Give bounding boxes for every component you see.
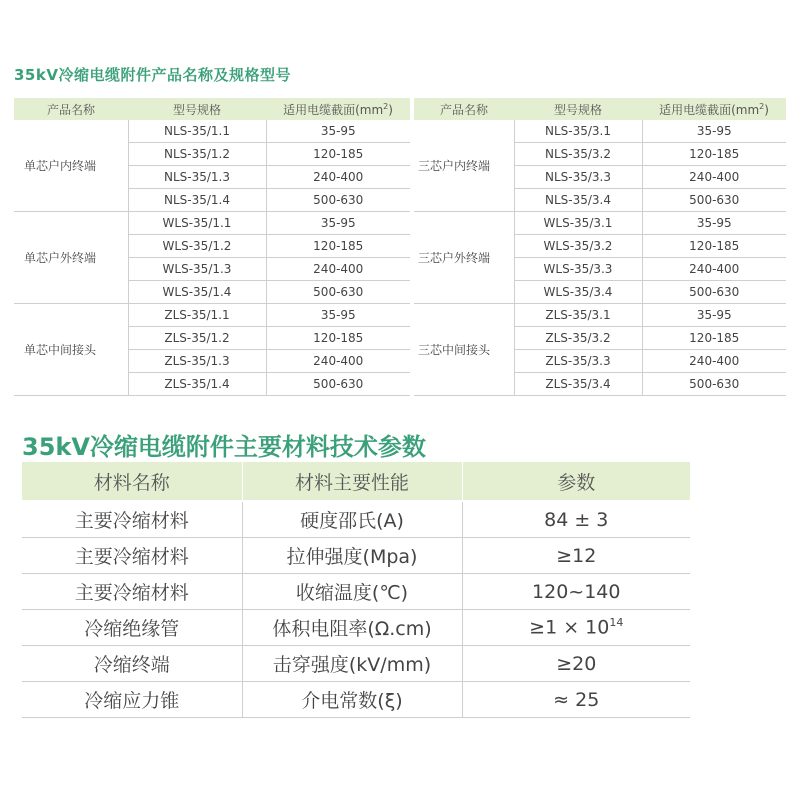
model-cell: NLS-35/1.3 — [128, 166, 266, 189]
header-model: 型号规格 — [128, 98, 266, 120]
materials-body — [22, 501, 690, 718]
section-range-cell: 240-400 — [642, 258, 786, 281]
section-range-cell: 35-95 — [266, 304, 410, 327]
model-cell: WLS-35/1.3 — [128, 258, 266, 281]
spec-row — [14, 304, 410, 327]
model-cell: NLS-35/1.2 — [128, 143, 266, 166]
section-range-cell: 240-400 — [266, 350, 410, 373]
material-name-cell: 冷缩绝缘管 — [22, 610, 242, 646]
parameter-value: ≥12 — [556, 544, 597, 567]
spec-table-single-core — [14, 98, 410, 396]
section-range-cell: 120-185 — [642, 235, 786, 258]
product-name-cell: 三芯户外终端 — [414, 212, 514, 304]
material-property-cell: 拉伸强度(Mpa) — [242, 538, 462, 574]
spec-row — [14, 120, 410, 143]
material-property-cell: 击穿强度(kV/mm) — [242, 646, 462, 682]
material-name-cell: 冷缩终端 — [22, 646, 242, 682]
section-range-cell: 120-185 — [266, 235, 410, 258]
model-cell: WLS-35/3.3 — [514, 258, 642, 281]
parameter-cell — [462, 574, 690, 610]
spec-table-three-core — [414, 98, 786, 396]
model-cell: NLS-35/3.4 — [514, 189, 642, 212]
spec-header-row — [414, 98, 786, 120]
model-cell: ZLS-35/3.4 — [514, 373, 642, 396]
section-range-cell: 35-95 — [266, 212, 410, 235]
model-cell: WLS-35/1.4 — [128, 281, 266, 304]
materials-table — [22, 462, 690, 718]
spec-header-row — [14, 98, 410, 120]
section-range-cell: 500-630 — [266, 281, 410, 304]
section-range-cell: 240-400 — [642, 350, 786, 373]
section-range-cell: 240-400 — [266, 166, 410, 189]
materials-table-title: 35kV冷缩电缆附件主要材料技术参数 — [22, 433, 426, 461]
model-cell: ZLS-35/1.2 — [128, 327, 266, 350]
header-product-name: 产品名称 — [414, 98, 514, 120]
parameter-value: 84 ± 3 — [544, 508, 609, 531]
materials-header-row — [22, 462, 690, 501]
header-material-property: 材料主要性能 — [242, 462, 462, 501]
spec-row — [414, 212, 786, 235]
section-range-cell: 35-95 — [642, 212, 786, 235]
model-cell: ZLS-35/1.3 — [128, 350, 266, 373]
materials-row — [22, 646, 690, 682]
materials-row — [22, 682, 690, 718]
materials-row — [22, 610, 690, 646]
model-cell: NLS-35/3.2 — [514, 143, 642, 166]
materials-row — [22, 574, 690, 610]
parameter-cell — [462, 610, 690, 646]
model-cell: ZLS-35/1.4 — [128, 373, 266, 396]
parameter-value: ≥20 — [556, 652, 597, 675]
header-material-name: 材料名称 — [22, 462, 242, 501]
header-section: 适用电缆截面$(mm^2)$ — [266, 98, 410, 120]
product-name-cell: 单芯户外终端 — [14, 212, 128, 304]
spec-body-left — [14, 120, 410, 396]
parameter-exponent: 14 — [609, 616, 624, 630]
model-cell: ZLS-35/3.1 — [514, 304, 642, 327]
parameter-cell — [462, 501, 690, 538]
section-range-cell: 120-185 — [642, 327, 786, 350]
product-name-cell: 单芯中间接头 — [14, 304, 128, 396]
materials-row — [22, 538, 690, 574]
section-range-cell: 500-630 — [266, 373, 410, 396]
material-name-cell: 主要冷缩材料 — [22, 501, 242, 538]
section-range-cell: 35-95 — [642, 304, 786, 327]
model-cell: WLS-35/3.1 — [514, 212, 642, 235]
spec-table-title: 35kV冷缩电缆附件产品名称及规格型号 — [14, 66, 291, 84]
model-cell: WLS-35/3.2 — [514, 235, 642, 258]
header-parameter: 参数 — [462, 462, 690, 501]
parameter-value: ≈ 25 — [553, 688, 600, 711]
model-cell: NLS-35/1.4 — [128, 189, 266, 212]
parameter-cell — [462, 682, 690, 718]
spec-row — [414, 304, 786, 327]
header-product-name: 产品名称 — [14, 98, 128, 120]
parameter-cell — [462, 646, 690, 682]
material-property-cell: 硬度邵氏(A) — [242, 501, 462, 538]
material-name-cell: 冷缩应力锥 — [22, 682, 242, 718]
parameter-cell — [462, 538, 690, 574]
spec-body-right — [414, 120, 786, 396]
parameter-value: 120~140 — [532, 580, 621, 603]
section-range-cell: 240-400 — [642, 166, 786, 189]
model-cell: NLS-35/3.1 — [514, 120, 642, 143]
spec-row — [14, 212, 410, 235]
model-cell: ZLS-35/1.1 — [128, 304, 266, 327]
model-cell: WLS-35/3.4 — [514, 281, 642, 304]
material-name-cell: 主要冷缩材料 — [22, 574, 242, 610]
materials-row — [22, 501, 690, 538]
material-property-cell: 收缩温度(℃) — [242, 574, 462, 610]
model-cell: WLS-35/1.2 — [128, 235, 266, 258]
product-name-cell: 三芯户内终端 — [414, 120, 514, 212]
material-name-cell: 主要冷缩材料 — [22, 538, 242, 574]
section-range-cell: 120-185 — [266, 143, 410, 166]
parameter-value: ≥1 × 10 — [529, 616, 610, 639]
model-cell: WLS-35/1.1 — [128, 212, 266, 235]
model-cell: ZLS-35/3.2 — [514, 327, 642, 350]
section-range-cell: 500-630 — [642, 189, 786, 212]
section-range-cell: 500-630 — [642, 373, 786, 396]
section-range-cell: 240-400 — [266, 258, 410, 281]
section-range-cell: 500-630 — [266, 189, 410, 212]
section-range-cell: 120-185 — [642, 143, 786, 166]
section-range-cell: 35-95 — [642, 120, 786, 143]
header-section: 适用电缆截面$(mm^2)$ — [642, 98, 786, 120]
material-property-cell: 介电常数(ξ) — [242, 682, 462, 718]
model-cell: ZLS-35/3.3 — [514, 350, 642, 373]
product-name-cell: 单芯户内终端 — [14, 120, 128, 212]
model-cell: NLS-35/3.3 — [514, 166, 642, 189]
model-cell: NLS-35/1.1 — [128, 120, 266, 143]
header-model: 型号规格 — [514, 98, 642, 120]
section-range-cell: 35-95 — [266, 120, 410, 143]
material-property-cell: 体积电阻率(Ω.cm) — [242, 610, 462, 646]
section-range-cell: 120-185 — [266, 327, 410, 350]
product-name-cell: 三芯中间接头 — [414, 304, 514, 396]
spec-row — [414, 120, 786, 143]
section-range-cell: 500-630 — [642, 281, 786, 304]
